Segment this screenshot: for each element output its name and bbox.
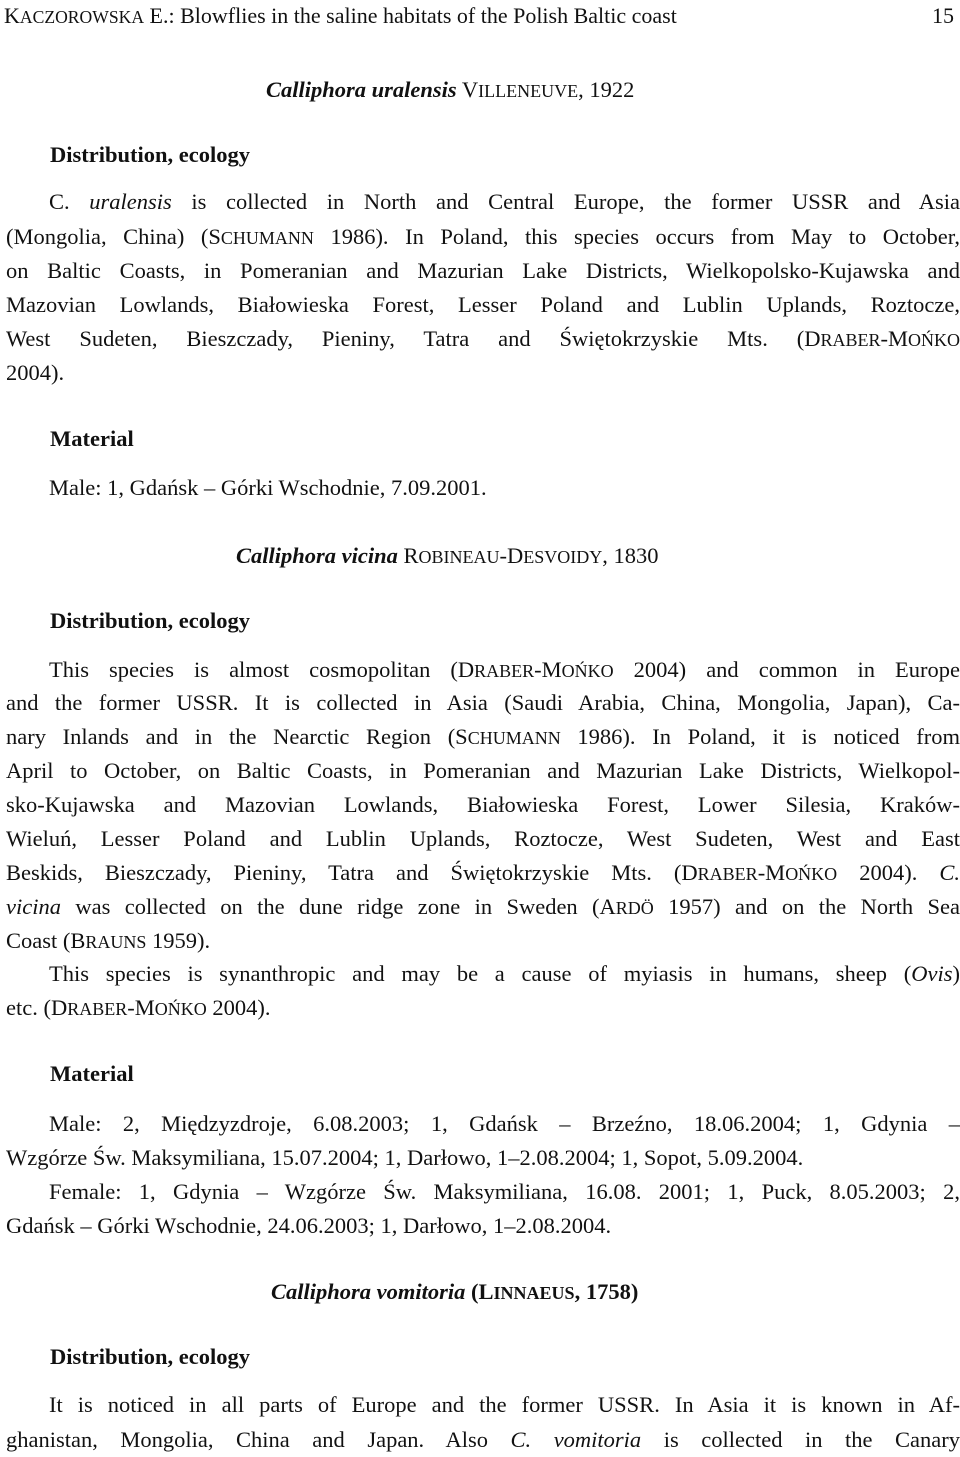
text-fragment: This species is almost cosmopolitan (D bbox=[49, 657, 475, 682]
distribution-heading: Distribution, ecology bbox=[50, 608, 250, 633]
small-caps-author: OŃKO bbox=[908, 330, 960, 350]
small-caps-author: OŃKO bbox=[154, 999, 207, 1019]
text-line: sko-Kujawska and Mazovian Lowlands, Białowieska Forest, Lower Silesia, Kraków- bbox=[6, 792, 960, 817]
author-year: , 1758) bbox=[574, 1279, 639, 1304]
author-name: OBINEAU bbox=[418, 547, 500, 567]
material-male: Wzgórze Św. Maksymiliana, 15.07.2004; 1, Darłowo, 1–2.08.2004; 1, Sopot, 5.09.2004. bbox=[6, 1145, 804, 1170]
text-line: April to October, on Baltic Coasts, in Pomeranian and Mazurian Lake Districts, Wielkopol- bbox=[6, 758, 960, 783]
author-initial: V bbox=[456, 77, 479, 102]
text-fragment: 2004). bbox=[837, 860, 940, 885]
text-fragment: Coast (B bbox=[6, 928, 86, 953]
text-fragment: This species is synanthropic and may be a cause of myiasis in humans, sheep ( bbox=[49, 961, 912, 986]
small-caps-author: RABER bbox=[474, 661, 535, 681]
author-firstname-initial: E. bbox=[144, 3, 169, 28]
text-fragment: 2004). bbox=[206, 995, 271, 1020]
text-line bbox=[0, 1425, 960, 1455]
italic-species: uralensis bbox=[89, 189, 172, 214]
material-male: Male: 2, Międzyzdroje, 6.08.2003; 1, Gdańsk – Brzeźno, 18.06.2004; 1, Gdynia – bbox=[49, 1111, 960, 1136]
text-fragment: -M bbox=[534, 657, 562, 682]
text-line bbox=[0, 858, 960, 889]
small-caps-author: RABER bbox=[820, 330, 881, 350]
text-fragment: 1986). In Poland, it is noticed from bbox=[560, 724, 960, 749]
text-line bbox=[0, 324, 960, 355]
italic-species: C. bbox=[939, 860, 960, 885]
italic-species: C. bbox=[510, 1427, 532, 1452]
text-fragment: is collected in the Canary bbox=[641, 1427, 960, 1452]
text-line bbox=[0, 993, 960, 1024]
author-name: INNAEUS bbox=[493, 1283, 575, 1303]
text-fragment: nary Inlands and in the Nearctic Region (S bbox=[6, 724, 468, 749]
author-initial-letter: K bbox=[4, 3, 20, 28]
species-title-vicina bbox=[236, 541, 659, 572]
text-fragment: 1957) and on the North Sea bbox=[653, 894, 960, 919]
distribution-heading: Distribution, ecology bbox=[50, 142, 250, 167]
author-initial: (L bbox=[465, 1279, 494, 1304]
text-fragment: ghanistan, Mongolia, China and Japan. Also bbox=[6, 1427, 511, 1452]
page-number: 15 bbox=[932, 3, 954, 28]
text-fragment: ) bbox=[952, 961, 960, 986]
material-heading: Material bbox=[50, 426, 134, 451]
species-title-uralensis bbox=[266, 75, 634, 106]
text-line: 2004). bbox=[6, 360, 65, 385]
italic-genus: Ovis bbox=[911, 961, 953, 986]
text-fragment: (Mongolia, China) (S bbox=[6, 224, 221, 249]
text-line bbox=[0, 655, 960, 686]
author-initial: -D bbox=[499, 543, 524, 568]
text-fragment bbox=[531, 1427, 554, 1452]
text-line: on Baltic Coasts, in Pomeranian and Mazurian Lake Districts, Wielkopolsko-Kujawska and bbox=[6, 258, 960, 283]
small-caps-author: CHUMANN bbox=[220, 228, 314, 248]
author-surname: ACZOROWSKA bbox=[19, 7, 145, 27]
text-line bbox=[0, 892, 960, 923]
author-year: , 1922 bbox=[578, 77, 635, 102]
text-line: It is noticed in all parts of Europe and the former USSR. In Asia it is known in Af- bbox=[49, 1392, 960, 1417]
text-line bbox=[0, 959, 960, 989]
material-female: Gdańsk – Górki Wschodnie, 24.06.2003; 1, Darłowo, 1–2.08.2004. bbox=[6, 1213, 612, 1238]
text-fragment: -M bbox=[127, 995, 155, 1020]
small-caps-author: RABER bbox=[67, 999, 128, 1019]
small-caps-author: RAUNS bbox=[85, 932, 147, 952]
species-name: Calliphora vomitoria bbox=[271, 1279, 466, 1304]
author-name: ILLENEUVE bbox=[478, 81, 579, 101]
distribution-heading: Distribution, ecology bbox=[50, 1344, 250, 1369]
text-fragment: C. bbox=[49, 189, 70, 214]
italic-species: vicina bbox=[6, 894, 61, 919]
species-name: Calliphora vicina bbox=[236, 543, 398, 568]
small-caps-author: OŃKO bbox=[561, 661, 614, 681]
text-line bbox=[0, 926, 960, 957]
small-caps-author: OŃKO bbox=[785, 864, 838, 884]
small-caps-author: RABER bbox=[697, 864, 758, 884]
text-fragment: 1986). In Poland, this species occurs from May to October, bbox=[313, 224, 960, 249]
text-line bbox=[0, 187, 960, 217]
running-header bbox=[4, 2, 677, 31]
text-fragment: was collected on the dune ridge zone in Sweden (A bbox=[60, 894, 616, 919]
species-name: Calliphora uralensis bbox=[266, 77, 457, 102]
text-fragment: is collected in North and Central Europe, the former USSR and Asia bbox=[171, 189, 960, 214]
material-male: Male: 1, Gdańsk – Górki Wschodnie, 7.09.2001. bbox=[49, 475, 487, 500]
author-year: , 1830 bbox=[602, 543, 659, 568]
text-fragment: etc. (D bbox=[6, 995, 68, 1020]
small-caps-author: CHUMANN bbox=[467, 728, 561, 748]
running-title: : Blowflies in the saline habitats of the Polish Baltic coast bbox=[168, 3, 677, 28]
text-line bbox=[0, 722, 960, 753]
material-female: Female: 1, Gdynia – Wzgórze Św. Maksymiliana, 16.08. 2001; 1, Puck, 8.05.2003; 2, bbox=[49, 1179, 960, 1204]
text-fragment: West Sudeten, Bieszczady, Pieniny, Tatra and Świętokrzyskie Mts. (D bbox=[6, 326, 821, 351]
small-caps-author: RDÖ bbox=[615, 898, 654, 918]
author-name: ESVOIDY bbox=[523, 547, 603, 567]
italic-species: vomitoria bbox=[553, 1427, 642, 1452]
text-fragment: 2004) and common in Europe bbox=[613, 657, 960, 682]
text-line: and the former USSR. It is collected in Asia (Saudi Arabia, China, Mongolia, Japan), Ca- bbox=[6, 690, 960, 715]
text-line: Wieluń, Lesser Poland and Lublin Uplands, Roztocze, West Sudeten, West and East bbox=[6, 826, 960, 851]
material-heading: Material bbox=[50, 1061, 134, 1086]
text-fragment: -M bbox=[757, 860, 786, 885]
text-line bbox=[0, 222, 960, 253]
species-title-vomitoria bbox=[271, 1277, 638, 1308]
text-fragment: 1959). bbox=[146, 928, 211, 953]
text-fragment: -M bbox=[880, 326, 908, 351]
text-fragment: Beskids, Bieszczady, Pieniny, Tatra and Świętokrzyskie Mts. (D bbox=[6, 860, 698, 885]
author-initial: R bbox=[397, 543, 419, 568]
text-line: Mazovian Lowlands, Białowieska Forest, Lesser Poland and Lublin Uplands, Roztocze, bbox=[6, 292, 960, 317]
